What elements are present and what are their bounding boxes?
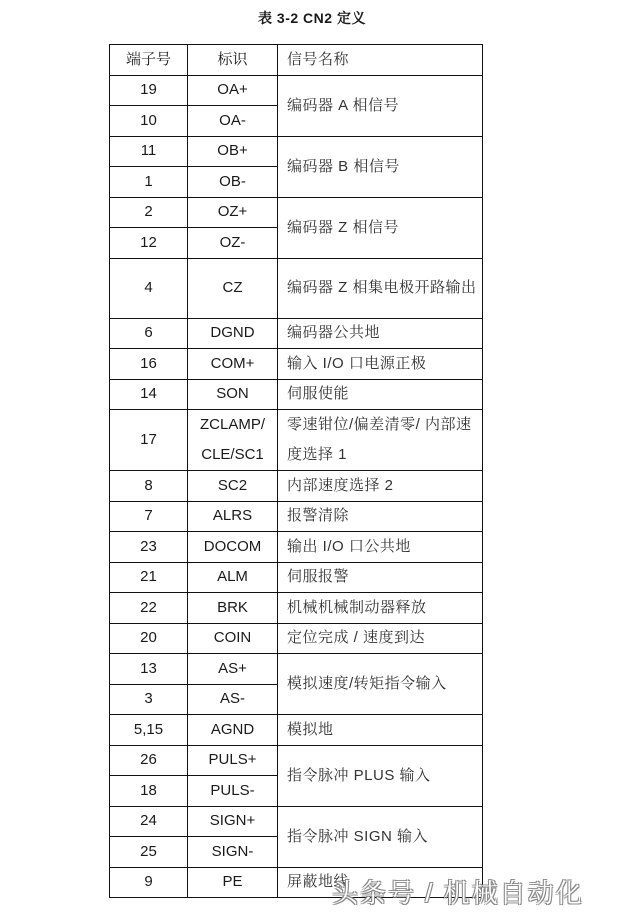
label-cell: OZ+ bbox=[188, 197, 278, 228]
pin-cell: 9 bbox=[110, 867, 188, 898]
table-row bbox=[110, 136, 483, 167]
pin-cell: 6 bbox=[110, 318, 188, 349]
signal-cell: 屏蔽地线 bbox=[278, 867, 483, 898]
table-row bbox=[110, 745, 483, 776]
signal-cell: 定位完成 / 速度到达 bbox=[278, 623, 483, 654]
pin-cell: 25 bbox=[110, 837, 188, 868]
label-cell: SIGN- bbox=[188, 837, 278, 868]
pin-cell: 8 bbox=[110, 471, 188, 502]
pin-cell: 19 bbox=[110, 75, 188, 106]
label-cell: SC2 bbox=[188, 471, 278, 502]
table-row bbox=[110, 654, 483, 685]
label-cell: SIGN+ bbox=[188, 806, 278, 837]
table-row bbox=[110, 379, 483, 410]
signal-cell: 模拟地 bbox=[278, 715, 483, 746]
table-row bbox=[110, 75, 483, 106]
pin-cell: 5,15 bbox=[110, 715, 188, 746]
label-cell: OZ- bbox=[188, 228, 278, 259]
label-cell: PULS- bbox=[188, 776, 278, 807]
label-cell: OA+ bbox=[188, 75, 278, 106]
signal-cell: 指令脉冲 PLUS 输入 bbox=[278, 745, 483, 806]
signal-cell: 编码器 Z 相信号 bbox=[278, 197, 483, 258]
label-cell: ZCLAMP/ CLE/SC1 bbox=[188, 410, 278, 471]
table-row bbox=[110, 349, 483, 380]
pin-cell: 12 bbox=[110, 228, 188, 259]
label-cell: COIN bbox=[188, 623, 278, 654]
label-cell: DOCOM bbox=[188, 532, 278, 563]
pin-cell: 20 bbox=[110, 623, 188, 654]
pin-cell: 26 bbox=[110, 745, 188, 776]
cn2-definition-table bbox=[109, 44, 483, 898]
pin-cell: 3 bbox=[110, 684, 188, 715]
header-label: 标识 bbox=[188, 45, 278, 76]
header-pin: 端子号 bbox=[110, 45, 188, 76]
label-cell: OB- bbox=[188, 167, 278, 198]
table-row bbox=[110, 623, 483, 654]
label-cell: SON bbox=[188, 379, 278, 410]
label-cell: ALRS bbox=[188, 501, 278, 532]
table-row bbox=[110, 318, 483, 349]
watermark: 头条号 / 机械自动化 bbox=[332, 878, 584, 908]
signal-cell: 报警清除 bbox=[278, 501, 483, 532]
label-cell: AS+ bbox=[188, 654, 278, 685]
table-row bbox=[110, 532, 483, 563]
table-caption: 表 3-2 CN2 定义 bbox=[258, 10, 366, 26]
pin-cell: 14 bbox=[110, 379, 188, 410]
signal-cell: 编码器 B 相信号 bbox=[278, 136, 483, 197]
pin-cell: 16 bbox=[110, 349, 188, 380]
pin-cell: 18 bbox=[110, 776, 188, 807]
table-header-row bbox=[110, 45, 483, 76]
label-cell: COM+ bbox=[188, 349, 278, 380]
table-row bbox=[110, 258, 483, 318]
table-row bbox=[110, 501, 483, 532]
table-row bbox=[110, 562, 483, 593]
label-cell: OB+ bbox=[188, 136, 278, 167]
label-cell: ALM bbox=[188, 562, 278, 593]
signal-cell: 编码器公共地 bbox=[278, 318, 483, 349]
pin-cell: 22 bbox=[110, 593, 188, 624]
label-cell: OA- bbox=[188, 106, 278, 137]
pin-cell: 10 bbox=[110, 106, 188, 137]
label-cell: DGND bbox=[188, 318, 278, 349]
table-row bbox=[110, 410, 483, 471]
table-row bbox=[110, 806, 483, 837]
pin-cell: 2 bbox=[110, 197, 188, 228]
pin-cell: 24 bbox=[110, 806, 188, 837]
pin-cell: 23 bbox=[110, 532, 188, 563]
signal-cell: 输入 I/O 口电源正极 bbox=[278, 349, 483, 380]
signal-cell: 机械机械制动器释放 bbox=[278, 593, 483, 624]
pin-cell: 21 bbox=[110, 562, 188, 593]
table-row bbox=[110, 715, 483, 746]
signal-cell: 模拟速度/转矩指令输入 bbox=[278, 654, 483, 715]
signal-cell: 伺服报警 bbox=[278, 562, 483, 593]
table-row bbox=[110, 593, 483, 624]
label-cell: PULS+ bbox=[188, 745, 278, 776]
table-row bbox=[110, 471, 483, 502]
signal-cell: 伺服使能 bbox=[278, 379, 483, 410]
pin-cell: 13 bbox=[110, 654, 188, 685]
signal-cell: 零速钳位/偏差清零/ 内部速度选择 1 bbox=[278, 410, 483, 471]
header-signal: 信号名称 bbox=[278, 45, 483, 76]
pin-cell: 17 bbox=[110, 410, 188, 471]
table-row bbox=[110, 197, 483, 228]
pin-cell: 7 bbox=[110, 501, 188, 532]
signal-cell: 编码器 A 相信号 bbox=[278, 75, 483, 136]
label-cell: AGND bbox=[188, 715, 278, 746]
label-cell: CZ bbox=[188, 258, 278, 318]
signal-cell: 编码器 Z 相集电极开路输出 bbox=[278, 258, 483, 318]
label-cell: AS- bbox=[188, 684, 278, 715]
pin-cell: 11 bbox=[110, 136, 188, 167]
label-cell: PE bbox=[188, 867, 278, 898]
label-cell: BRK bbox=[188, 593, 278, 624]
pin-cell: 1 bbox=[110, 167, 188, 198]
signal-cell: 内部速度选择 2 bbox=[278, 471, 483, 502]
signal-cell: 指令脉冲 SIGN 输入 bbox=[278, 806, 483, 867]
pin-cell: 4 bbox=[110, 258, 188, 318]
signal-cell: 输出 I/O 口公共地 bbox=[278, 532, 483, 563]
